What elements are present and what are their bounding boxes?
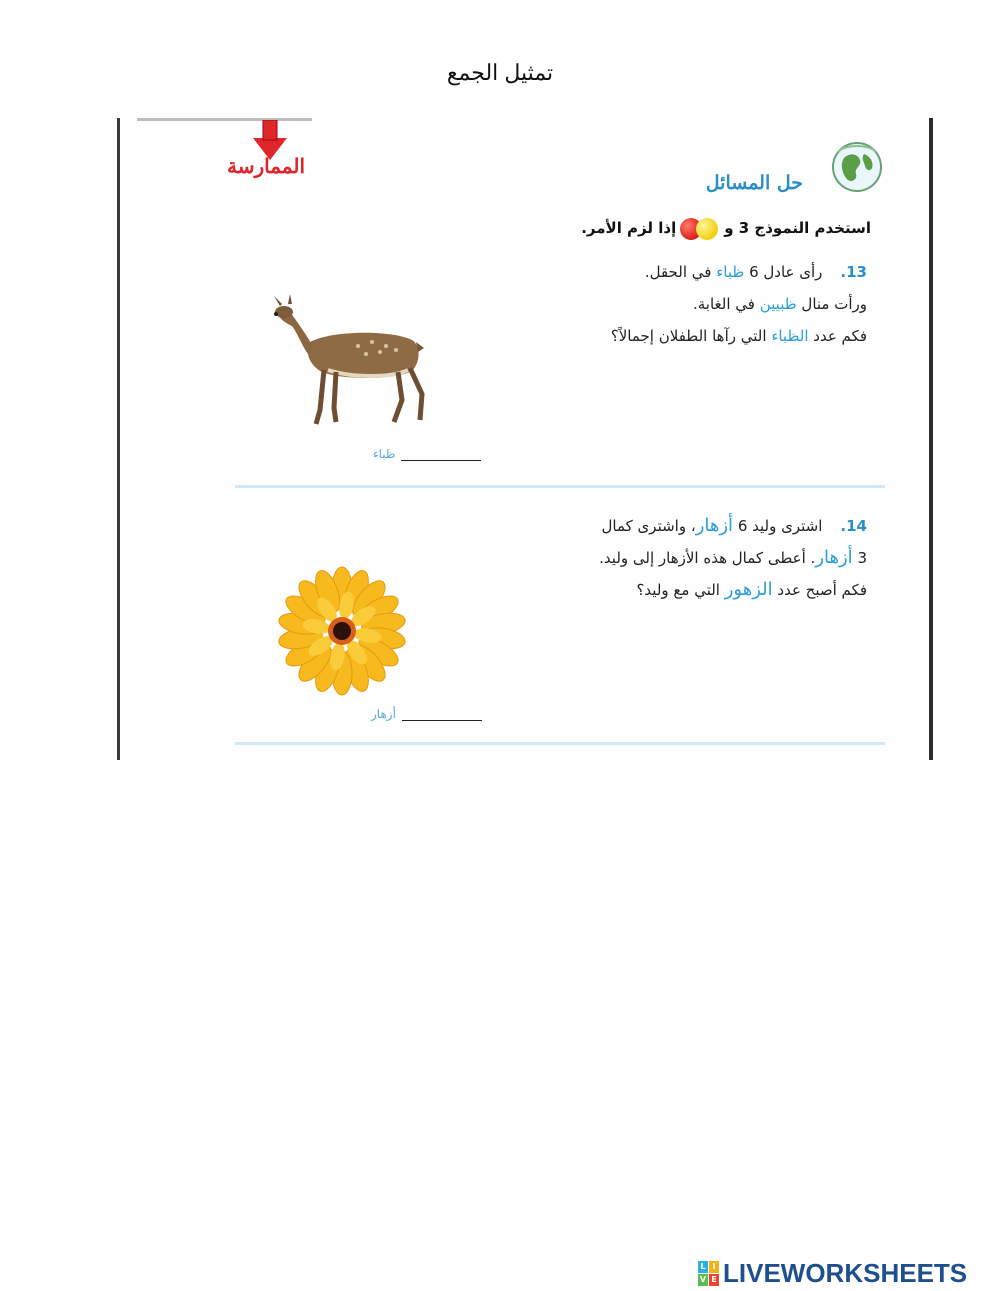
- highlighted-word: أزهار: [815, 547, 853, 568]
- problem-14-line-1: [599, 510, 867, 542]
- problem-13-line-3: [611, 320, 867, 352]
- globe-icon: [830, 140, 884, 194]
- highlighted-word: الزهور: [724, 579, 773, 600]
- problem-14-line-2: [599, 542, 867, 574]
- text-run: فكم أصبح عدد: [772, 581, 867, 599]
- text-run: فكم عدد: [808, 327, 867, 345]
- highlighted-word: ظبيين: [759, 295, 797, 313]
- answer-13-unit: ظباء: [373, 447, 396, 461]
- flower-image: [277, 566, 407, 696]
- page-title: تمثيل الجمع: [446, 60, 554, 85]
- answer-14-blank[interactable]: [402, 706, 482, 721]
- text-run: في الغابة.: [692, 295, 760, 313]
- problem-14-number: 14.: [840, 517, 867, 535]
- brand-wordmark: LIVEWORKSHEETS: [723, 1258, 968, 1288]
- logo-letter: L: [698, 1261, 708, 1273]
- text-run: التي مع وليد؟: [636, 581, 725, 599]
- instruction-after: إذا لزم الأمر.: [581, 219, 677, 237]
- liveworksheets-logo: [698, 1258, 967, 1289]
- text-run: . أعطى كمال هذه الأزهار إلى وليد.: [599, 549, 816, 567]
- highlighted-word: ظباء: [716, 263, 745, 281]
- worksheet-scan: [117, 118, 933, 760]
- logo-letter: V: [699, 1275, 707, 1284]
- scan-left-edge: [117, 118, 120, 760]
- text-run: 3: [852, 549, 867, 567]
- answer-14-unit: أزهار: [371, 707, 396, 721]
- yellow-counter-icon: [696, 218, 718, 240]
- instruction: [581, 216, 871, 240]
- answer-13: [373, 446, 481, 461]
- answer-14: [371, 706, 482, 721]
- text-run: التي رآها الطفلان إجمالاً؟: [610, 327, 772, 345]
- text-run: في الحقل.: [644, 263, 717, 281]
- problem-13-line-1: [611, 256, 867, 288]
- section-divider: [235, 742, 885, 745]
- section-heading: حل المسائل: [705, 172, 803, 194]
- problem-13: [611, 256, 867, 352]
- problem-14: [599, 510, 867, 606]
- text-run: اشترى وليد 6: [733, 517, 823, 535]
- problem-13-number: 13.: [840, 263, 867, 281]
- live-logo-icon: [698, 1261, 719, 1286]
- highlighted-word: أزهار: [695, 515, 734, 536]
- logo-letter: I: [709, 1261, 719, 1273]
- problem-13-line-2: [611, 288, 867, 320]
- deer-image: [262, 290, 442, 430]
- practice-label: الممارسة: [227, 154, 306, 178]
- instruction-before: استخدم النموذج 3 و: [724, 219, 871, 237]
- problem-14-line-3: [599, 574, 867, 606]
- answer-13-blank[interactable]: [401, 446, 481, 461]
- highlighted-word: الظباء: [771, 327, 809, 345]
- text-run: ورأت منال: [796, 295, 867, 313]
- scan-right-edge: [929, 118, 933, 760]
- text-run: ، واشترى كمال: [601, 517, 696, 535]
- counters-icon: [680, 216, 720, 240]
- logo-letter: E: [709, 1274, 719, 1286]
- section-divider: [235, 485, 885, 488]
- text-run: رأى عادل 6: [744, 263, 823, 281]
